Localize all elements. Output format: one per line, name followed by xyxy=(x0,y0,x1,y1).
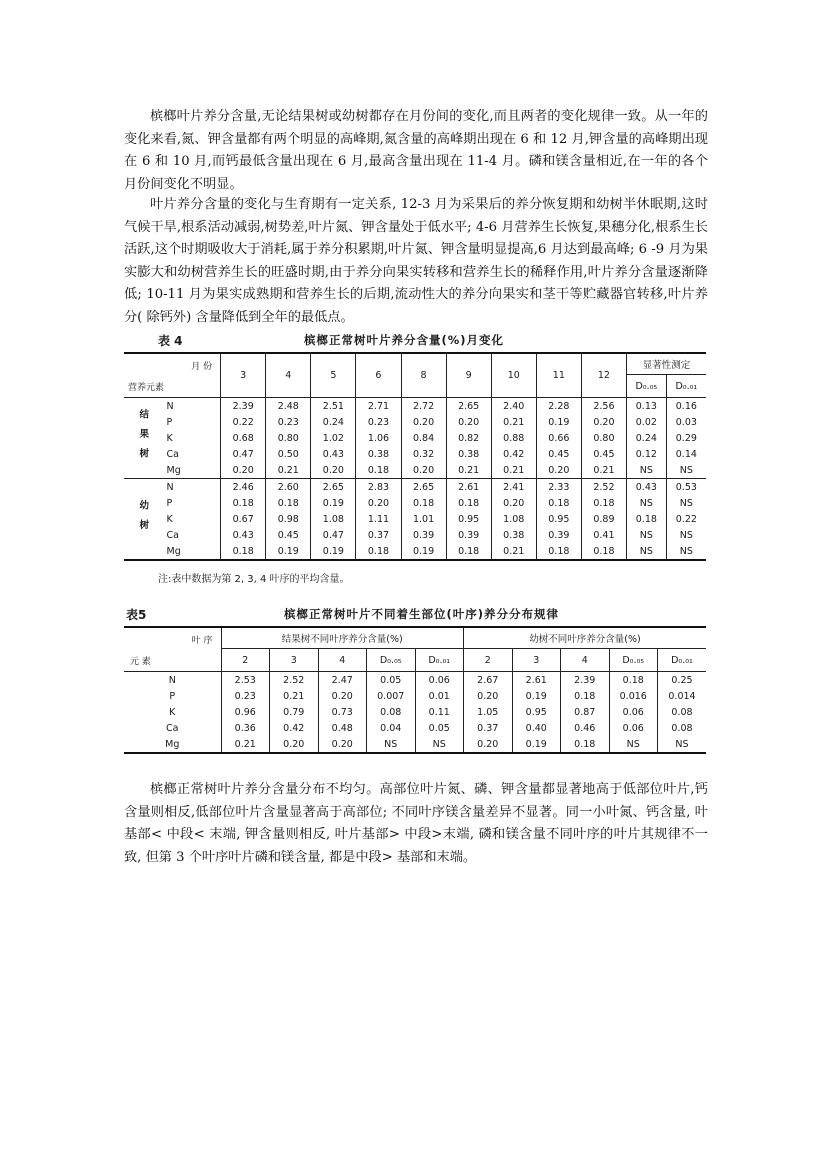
table-row xyxy=(124,672,706,689)
element-label: N xyxy=(161,479,221,496)
value-cell: 0.20 xyxy=(311,462,356,479)
value-cell: 0.11 xyxy=(415,704,464,720)
sig-d01-cell: 0.14 xyxy=(675,448,697,460)
value-cell: 0.18 xyxy=(561,736,610,753)
table-row xyxy=(124,462,706,479)
sig-d05-cell: NS xyxy=(626,462,666,479)
element-label: Mg xyxy=(124,736,221,753)
table-5-body xyxy=(124,672,706,754)
value-cell: 0.18 xyxy=(446,495,491,511)
sig-d01-cell: NS xyxy=(679,464,693,476)
table-row xyxy=(124,446,706,462)
value-cell: 1.05 xyxy=(464,704,513,720)
element-label: N xyxy=(124,672,221,689)
table-row xyxy=(124,430,706,446)
element-label: K xyxy=(161,430,221,446)
value-cell: 0.39 xyxy=(446,527,491,543)
value-cell: 1.02 xyxy=(311,430,356,446)
sig-d05-cell: 0.02 xyxy=(626,414,666,430)
group-label: 幼树 xyxy=(137,499,149,539)
value-cell: 0.38 xyxy=(491,527,536,543)
value-cell: 2.65 xyxy=(311,479,356,496)
table-5-col-header: D₀.₀₅ xyxy=(367,649,416,672)
month-header: 12 xyxy=(581,353,626,398)
value-cell: 0.06 xyxy=(609,720,658,736)
value-cell: 0.42 xyxy=(491,446,536,462)
month-header: 5 xyxy=(311,353,356,398)
value-cell: 2.61 xyxy=(512,672,561,689)
value-cell: 0.05 xyxy=(367,672,416,689)
sig-d05-cell: 0.13 xyxy=(626,398,666,415)
value-cell: NS xyxy=(609,736,658,753)
table-5 xyxy=(124,626,706,754)
paragraph-2: 叶片养分含量的变化与生育期有一定关系, 12-3 月为采果后的养分恢复期和幼树半休眠期,这时气候干旱,根系活动减弱,树势差,叶片氮、钾含量处于低水平; 4-6 月营养生长恢复,果穗分化,根系生长活跃,这个时期吸收大于消耗,属于养分积累期,叶片氮、钾含量明显提高,6 月达到最高峰; 6 -9 月为果实膨大和幼树营养生长的旺盛时期,由于养分向果实转移和营养生长的稀释作用,叶片养分含量逐渐降低; 10-11 月为果实成熟期和营养生长的后期,流动性大的养分向果实和茎干等贮藏器官转移,叶片养分( 除钙外) 含量降低到全年的最低点。 xyxy=(124,197,708,325)
value-cell: 0.20 xyxy=(536,462,581,479)
value-cell: 2.28 xyxy=(536,398,581,415)
sig-d05-cell: 0.24 xyxy=(626,430,666,446)
value-cell: 1.08 xyxy=(311,511,356,527)
table-row xyxy=(124,398,706,415)
value-cell: 0.08 xyxy=(671,722,693,734)
value-cell: 0.39 xyxy=(536,527,581,543)
value-cell: 0.36 xyxy=(221,720,270,736)
table-5-group-1: 结果树不同叶序养分含量(%) xyxy=(221,627,464,649)
value-cell: 0.23 xyxy=(356,414,401,430)
value-cell: 2.46 xyxy=(221,479,266,496)
value-cell: 0.67 xyxy=(221,511,266,527)
value-cell: 0.19 xyxy=(311,543,356,560)
table-row xyxy=(124,527,706,543)
table-row xyxy=(124,704,706,720)
value-cell: 0.20 xyxy=(401,462,446,479)
table-5-corner-bottom: 元 素 xyxy=(130,656,151,667)
value-cell: 0.95 xyxy=(446,511,491,527)
value-cell: 0.19 xyxy=(266,543,311,560)
value-cell: 1.06 xyxy=(356,430,401,446)
sig-d05-cell: NS xyxy=(626,527,666,543)
value-cell: 1.08 xyxy=(491,511,536,527)
element-label: Mg xyxy=(161,462,221,479)
month-header: 10 xyxy=(491,353,536,398)
sig-d01-cell: NS xyxy=(679,497,693,509)
month-header: 6 xyxy=(356,353,401,398)
value-cell: 0.48 xyxy=(318,720,367,736)
value-cell: 0.45 xyxy=(536,446,581,462)
value-cell: 0.20 xyxy=(401,414,446,430)
sig-d01-cell: 0.16 xyxy=(675,400,697,412)
table-4-corner-top: 月 份 xyxy=(191,361,213,372)
table-5-col-header: D₀.₀₁ xyxy=(415,649,464,672)
table-5-label: 表5 xyxy=(126,608,147,622)
table-5-corner-top: 叶 序 xyxy=(191,635,213,646)
table-row xyxy=(124,688,706,704)
table-4-note: 注:表中数据为第 2, 3, 4 叶序的平均含量。 xyxy=(158,574,350,585)
value-cell: 2.41 xyxy=(491,479,536,496)
paragraph-3: 槟榔正常树叶片养分含量分布不均匀。高部位叶片氮、磷、钾含量都显著地高于低部位叶片,钙含量则相反,低部位叶片含量显著高于高部位; 不同叶序镁含量差异不显著。同一小叶氮、钙含量, 叶基部< 中段< 末端, 钾含量则相反, 叶片基部> 中段>末端, 磷和镁含量不同叶序的叶片其规律不一致, 但第 3 个叶序叶片磷和镁含量, 都是中段> 基部和末端。 xyxy=(124,782,708,865)
sig-d01-cell: 0.29 xyxy=(675,432,697,444)
value-cell: 0.43 xyxy=(311,446,356,462)
table-row xyxy=(124,511,706,527)
value-cell: 2.52 xyxy=(270,672,319,689)
value-cell: 0.18 xyxy=(356,543,401,560)
value-cell: NS xyxy=(675,738,689,750)
value-cell: 0.18 xyxy=(221,495,266,511)
sig-d05-cell: NS xyxy=(626,543,666,560)
value-cell: 0.38 xyxy=(446,446,491,462)
value-cell: 0.18 xyxy=(536,543,581,560)
value-cell: 0.20 xyxy=(318,688,367,704)
value-cell: 0.014 xyxy=(668,690,696,702)
value-cell: 0.18 xyxy=(609,672,658,689)
value-cell: 0.32 xyxy=(401,446,446,462)
value-cell: 0.19 xyxy=(512,688,561,704)
value-cell: 0.21 xyxy=(266,462,311,479)
value-cell: 0.40 xyxy=(512,720,561,736)
value-cell: 0.82 xyxy=(446,430,491,446)
sig-d01-cell: NS xyxy=(679,529,693,541)
value-cell: 0.20 xyxy=(221,462,266,479)
sig-d01-cell: 0.53 xyxy=(675,481,697,493)
value-cell: 0.38 xyxy=(356,446,401,462)
value-cell: 2.71 xyxy=(356,398,401,415)
value-cell: 2.60 xyxy=(266,479,311,496)
value-cell: 2.61 xyxy=(446,479,491,496)
element-label: N xyxy=(161,398,221,415)
value-cell: 0.19 xyxy=(536,414,581,430)
value-cell: 0.95 xyxy=(512,704,561,720)
month-header: 8 xyxy=(401,353,446,398)
value-cell: 2.72 xyxy=(401,398,446,415)
element-label: Ca xyxy=(124,720,221,736)
group-label: 结果树 xyxy=(124,398,161,479)
value-cell: NS xyxy=(367,736,416,753)
value-cell: 0.18 xyxy=(221,543,266,560)
value-cell: 0.08 xyxy=(671,706,693,718)
value-cell: 0.98 xyxy=(266,511,311,527)
month-header: 4 xyxy=(266,353,311,398)
value-cell: 0.016 xyxy=(609,688,658,704)
value-cell: 2.39 xyxy=(561,672,610,689)
value-cell: 2.48 xyxy=(266,398,311,415)
value-cell: 2.51 xyxy=(311,398,356,415)
value-cell: 0.20 xyxy=(318,736,367,753)
table-4-title: 槟榔正常树叶片养分含量(%)月变化 xyxy=(304,333,505,347)
value-cell: 0.21 xyxy=(446,462,491,479)
month-header: 11 xyxy=(536,353,581,398)
value-cell: 0.21 xyxy=(221,736,270,753)
value-cell: 0.007 xyxy=(367,688,416,704)
value-cell: 0.43 xyxy=(221,527,266,543)
value-cell: 0.42 xyxy=(270,720,319,736)
value-cell: 0.84 xyxy=(401,430,446,446)
table-4-body xyxy=(124,398,706,561)
value-cell: 0.21 xyxy=(491,543,536,560)
sig-header: 显著性测定 xyxy=(626,353,706,375)
value-cell: 0.20 xyxy=(446,414,491,430)
element-label: Ca xyxy=(161,527,221,543)
element-label: Mg xyxy=(161,543,221,560)
element-label: K xyxy=(161,511,221,527)
value-cell: 0.20 xyxy=(464,736,513,753)
value-cell: 2.65 xyxy=(446,398,491,415)
value-cell: 0.05 xyxy=(415,720,464,736)
value-cell: 0.20 xyxy=(356,495,401,511)
value-cell: 2.56 xyxy=(581,398,626,415)
month-header: 9 xyxy=(446,353,491,398)
value-cell: 0.21 xyxy=(491,414,536,430)
element-label: K xyxy=(124,704,221,720)
table-4 xyxy=(124,352,706,561)
value-cell: 0.87 xyxy=(561,704,610,720)
value-cell: 0.25 xyxy=(671,674,693,686)
value-cell: NS xyxy=(415,736,464,753)
value-cell: 0.23 xyxy=(266,414,311,430)
table-5-col-header: D₀.₀₁ xyxy=(658,649,707,672)
table-5-corner xyxy=(124,627,221,672)
value-cell: 2.65 xyxy=(401,479,446,496)
table-row xyxy=(124,543,706,560)
value-cell: 0.79 xyxy=(270,704,319,720)
value-cell: 0.88 xyxy=(491,430,536,446)
table-4-block xyxy=(124,332,706,592)
sig-d01-cell: 0.22 xyxy=(675,513,697,525)
table-4-corner-bottom: 营养元素 xyxy=(128,382,165,393)
value-cell: 0.04 xyxy=(367,720,416,736)
value-cell: 2.40 xyxy=(491,398,536,415)
value-cell: 0.18 xyxy=(266,495,311,511)
value-cell: 0.89 xyxy=(581,511,626,527)
value-cell: 0.95 xyxy=(536,511,581,527)
value-cell: 2.47 xyxy=(318,672,367,689)
table-row xyxy=(124,736,706,753)
table-5-col-header: 2 xyxy=(464,649,513,672)
sig-d05-cell: 0.18 xyxy=(626,511,666,527)
value-cell: 0.18 xyxy=(581,543,626,560)
value-cell: 2.53 xyxy=(221,672,270,689)
value-cell: 0.18 xyxy=(581,495,626,511)
element-label: P xyxy=(124,688,221,704)
value-cell: 0.24 xyxy=(311,414,356,430)
value-cell: 0.18 xyxy=(446,543,491,560)
value-cell: 0.21 xyxy=(491,462,536,479)
value-cell: 0.80 xyxy=(266,430,311,446)
value-cell: 0.50 xyxy=(266,446,311,462)
value-cell: 0.73 xyxy=(318,704,367,720)
sig-d01-cell: NS xyxy=(679,545,693,557)
month-header: 3 xyxy=(221,353,266,398)
table-row xyxy=(124,495,706,511)
value-cell: 0.66 xyxy=(536,430,581,446)
table-5-col-header: D₀.₀₅ xyxy=(609,649,658,672)
value-cell: 0.21 xyxy=(581,462,626,479)
value-cell: 0.18 xyxy=(561,688,610,704)
value-cell: 0.18 xyxy=(401,495,446,511)
value-cell: 1.01 xyxy=(401,511,446,527)
value-cell: 2.83 xyxy=(356,479,401,496)
paragraph-1: 槟榔叶片养分含量,无论结果树或幼树都存在月份间的变化,而且两者的变化规律一致。从一年的变化来看,氮、钾含量都有两个明显的高峰期,氮含量的高峰期出现在 6 和 12 月,钾含量的高峰期出现在 6 和 10 月,而钙最低含量出现在 6 月,最高含量出现在 11-4 月。磷和镁含量相近,在一年的各个月份间变化不明显。 xyxy=(124,109,708,192)
table-4-label: 表 4 xyxy=(158,334,183,348)
value-cell: 0.47 xyxy=(221,446,266,462)
value-cell: 2.33 xyxy=(536,479,581,496)
value-cell: 0.19 xyxy=(401,543,446,560)
sig-d01-cell: 0.03 xyxy=(675,416,697,428)
value-cell: 1.11 xyxy=(356,511,401,527)
value-cell: 0.21 xyxy=(270,688,319,704)
sig-d05-cell: NS xyxy=(626,495,666,511)
value-cell: 0.41 xyxy=(581,527,626,543)
element-label: Ca xyxy=(161,446,221,462)
value-cell: 0.23 xyxy=(221,688,270,704)
table-5-col-header: 3 xyxy=(512,649,561,672)
value-cell: 2.52 xyxy=(581,479,626,496)
value-cell: 0.20 xyxy=(581,414,626,430)
table-5-col-header: 3 xyxy=(270,649,319,672)
value-cell: 0.45 xyxy=(266,527,311,543)
value-cell: 0.19 xyxy=(512,736,561,753)
value-cell: 0.22 xyxy=(221,414,266,430)
value-cell: 0.06 xyxy=(415,672,464,689)
value-cell: 0.68 xyxy=(221,430,266,446)
value-cell: 0.37 xyxy=(464,720,513,736)
value-cell: 0.06 xyxy=(609,704,658,720)
element-label: P xyxy=(161,495,221,511)
value-cell: 0.80 xyxy=(581,430,626,446)
value-cell: 0.20 xyxy=(491,495,536,511)
value-cell: 0.39 xyxy=(401,527,446,543)
table-5-title: 槟榔正常树叶片不同着生部位(叶序)养分分布规律 xyxy=(284,607,560,621)
value-cell: 0.20 xyxy=(270,736,319,753)
value-cell: 0.19 xyxy=(311,495,356,511)
value-cell: 0.08 xyxy=(367,704,416,720)
element-label: P xyxy=(161,414,221,430)
table-5-col-header: 4 xyxy=(318,649,367,672)
value-cell: 2.39 xyxy=(221,398,266,415)
value-cell: 0.96 xyxy=(221,704,270,720)
value-cell: 0.45 xyxy=(581,446,626,462)
table-row xyxy=(124,720,706,736)
table-5-col-header: 4 xyxy=(561,649,610,672)
table-row xyxy=(124,479,706,496)
value-cell: 0.20 xyxy=(464,688,513,704)
value-cell: 2.67 xyxy=(464,672,513,689)
sig-col-d01: D₀.₀₁ xyxy=(666,375,706,398)
sig-d05-cell: 0.12 xyxy=(626,446,666,462)
value-cell: 0.46 xyxy=(561,720,610,736)
value-cell: 0.01 xyxy=(415,688,464,704)
value-cell: 0.18 xyxy=(356,462,401,479)
sig-d05-cell: 0.43 xyxy=(626,479,666,496)
table-5-block xyxy=(124,606,706,771)
sig-col-d05: D₀.₀₅ xyxy=(626,375,666,398)
table-5-group-2: 幼树不同叶序养分含量(%) xyxy=(464,627,707,649)
table-4-corner xyxy=(124,353,221,398)
table-5-col-header: 2 xyxy=(221,649,270,672)
value-cell: 0.18 xyxy=(536,495,581,511)
table-row xyxy=(124,414,706,430)
value-cell: 0.47 xyxy=(311,527,356,543)
value-cell: 0.37 xyxy=(356,527,401,543)
